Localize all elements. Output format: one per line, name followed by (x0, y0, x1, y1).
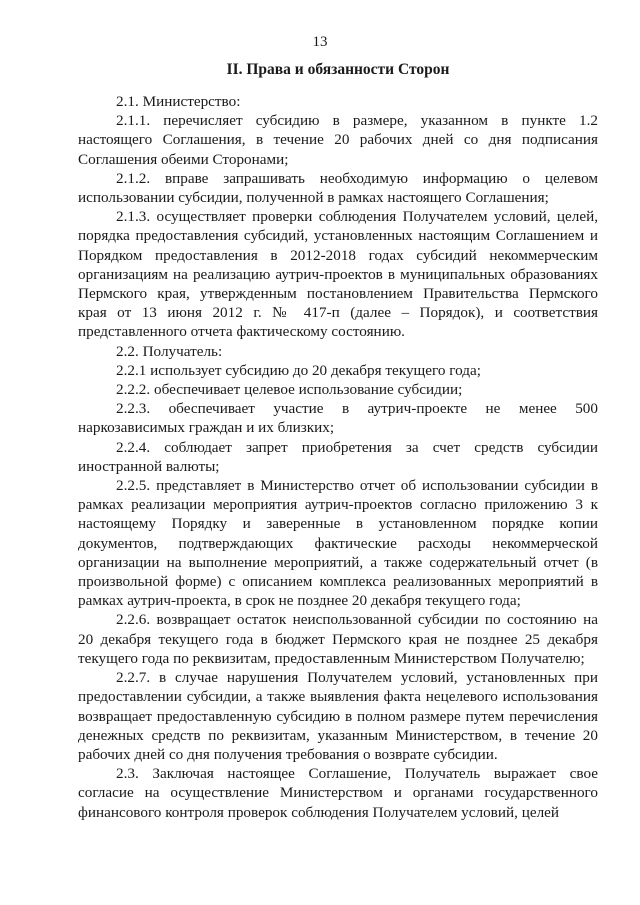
paragraph-2-2-5: 2.2.5. представляет в Министерство отчет об использовании субсидии в рамках реализации мероприятия аутрич-проектов согласно приложению 3 к настоящему Порядку и заверенные в установленном порядке копии документов, подтверждающих фактические расходы некоммерческой организации на выполнение мероприятий, а также содержательный отчет (в произвольной форме) с описанием комплекса реализованных мероприятий в рамках аутрич-проекта, в срок не позднее 20 декабря текущего года; (78, 477, 598, 610)
paragraph-2-2-3: 2.2.3. обеспечивает участие в аутрич-проекте не менее 500 наркозависимых граждан и их близких; (78, 400, 598, 437)
paragraph-2-1-1: 2.1.1. перечисляет субсидию в размере, указанном в пункте 1.2 настоящего Соглашения, в течение 20 рабочих дней со дня подписания Соглашения обеими Сторонами; (78, 112, 598, 168)
paragraph-2-2: 2.2. Получатель: (116, 342, 223, 360)
page-number: 13 (312, 34, 328, 50)
paragraph-2-2-7: 2.2.7. в случае нарушения Получателем условий, установленных при предоставлении субсидии, а также выявления факта нецелевого использования возвращает предоставленную субсидию в полном размере путем перечисления денежных средств по реквизитам, указанным Министерством, в течение 20 рабочих дней со дня получения требования о возврате субсидии. (78, 669, 598, 763)
paragraph-2-3: 2.3. Заключая настоящее Соглашение, Получатель выражает свое согласие на осуществление Министерством и органами государственного финансового контроля проверок соблюдения Получателем условий, целей (78, 765, 598, 821)
document-body (78, 92, 598, 822)
paragraph-2-2-4: 2.2.4. соблюдает запрет приобретения за счет средств субсидии иностранной валюты; (78, 438, 598, 475)
paragraph-2-2-6: 2.2.6. возвращает остаток неиспользованной субсидии по состоянию на 20 декабря текущего года в бюджет Пермского края не позднее 25 декабря текущего года по реквизитам, предоставленным Министерством Получателю; (78, 611, 598, 667)
paragraph-2-1: 2.1. Министерство: (116, 93, 241, 110)
paragraph-2-1-3: 2.1.3. осуществляет проверки соблюдения Получателем условий, целей, порядка предоставления субсидий, установленных настоящим Соглашением и Порядком предоставления в 2012-2018 годах субсидий некоммерческим организациям на реализацию аутрич-проектов в муниципальных образованиях Пермского края, утвержденным постановлением Правительства Пермского края от 13 июня 2012 г. № 417-п (далее – Порядок), и соответствия представленного отчета фактическому состоянию. (78, 208, 598, 341)
paragraph-2-1-2: 2.1.2. вправе запрашивать необходимую информацию о целевом использовании субсидии, полученной в рамках настоящего Соглашения; (78, 169, 598, 207)
section-heading: II. Права и обязанности Сторон (226, 61, 450, 78)
paragraph-2-2-2: 2.2.2. обеспечивает целевое использование субсидии; (116, 381, 463, 399)
paragraph-2-2-1: 2.2.1 использует субсидию до 20 декабря текущего года; (116, 361, 481, 379)
